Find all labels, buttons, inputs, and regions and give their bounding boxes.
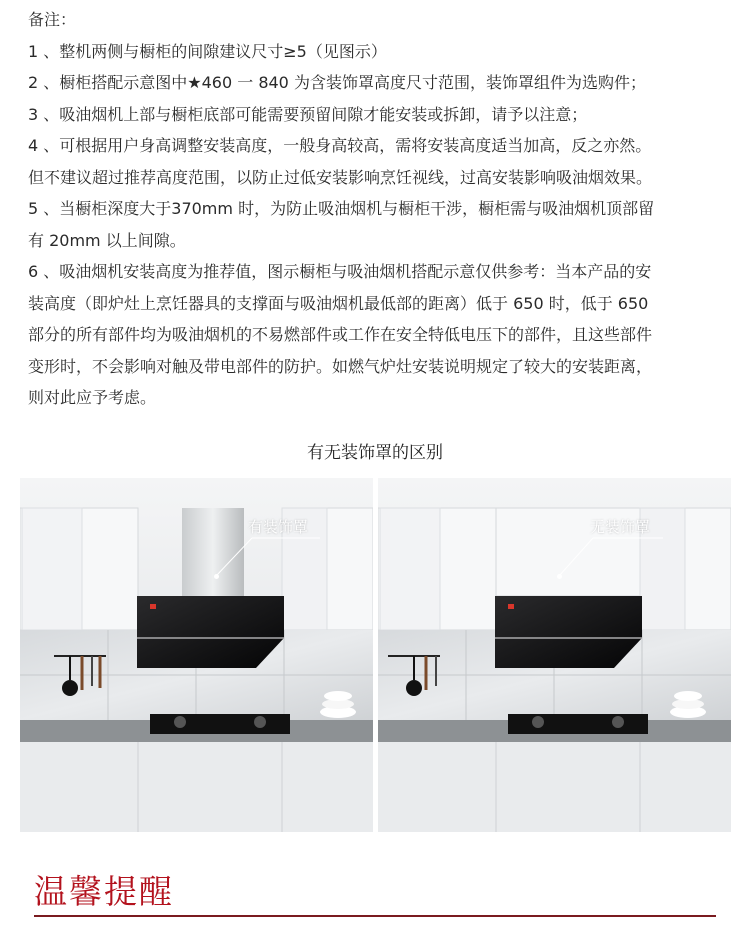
note-line: 部分的所有部件均为吸油烟机的不易燃部件或工作在安全特低电压下的部件，且这些部件 bbox=[28, 325, 653, 344]
note-line: 2 、橱柜搭配示意图中★460 一 840 为含装饰罩高度尺寸范围，装饰罩组件为选购件； bbox=[28, 73, 646, 92]
note-line: 变形时，不会影响对触及带电部件的防护。如燃气炉灶安装说明规定了较大的安装距离， bbox=[28, 356, 653, 376]
callout-dot bbox=[557, 574, 562, 579]
note-line: 有 20mm 以上间隙。 bbox=[28, 230, 186, 250]
kitchen-photo-without-cover bbox=[378, 478, 731, 832]
note-line: 3 、吸油烟机上部与橱柜底部可能需要预留间隙才能安装或拆卸，请予以注意； bbox=[28, 104, 588, 124]
note-line: 4 、可根据用户身高调整安装高度，一般身高较高，需将安装高度适当加高，反之亦然。 bbox=[28, 136, 652, 155]
kitchen-illustration bbox=[378, 478, 731, 832]
kitchen-illustration bbox=[20, 478, 373, 832]
kitchen-photo-with-cover bbox=[20, 478, 373, 832]
note-line: 装高度（即炉灶上烹饪器具的支撑面与吸油烟机最低部的距离）低于 650 时，低于 650 bbox=[28, 293, 649, 313]
notes-heading: 备注： bbox=[28, 10, 77, 29]
callout-dot bbox=[214, 574, 219, 579]
note-line: 1 、整机两侧与橱柜的间隙建议尺寸≥5（见图示） bbox=[28, 41, 387, 61]
note-line: 5 、当橱柜深度大于370mm 时，为防止吸油烟机与橱柜干涉，橱柜需与吸油烟机顶部留 bbox=[28, 199, 655, 218]
reminder-title: 温馨提醒 bbox=[34, 872, 174, 911]
callout-label-without-cover: 无装饰罩 bbox=[590, 518, 651, 536]
note-line: 则对此应予考虑。 bbox=[28, 388, 157, 407]
callout-label-with-cover: 有装饰罩 bbox=[248, 518, 309, 536]
note-line: 6 、吸油烟机安装高度为推荐值，图示橱柜与吸油烟机搭配示意仅供参考：当本产品的安 bbox=[28, 262, 652, 281]
notes-section bbox=[28, 4, 740, 414]
note-line: 但不建议超过推荐高度范围，以防止过低安装影响烹饪视线，过高安装影响吸油烟效果。 bbox=[28, 167, 653, 187]
section-divider bbox=[34, 915, 716, 917]
comparison-title: 有无装饰罩的区别 bbox=[307, 443, 443, 463]
